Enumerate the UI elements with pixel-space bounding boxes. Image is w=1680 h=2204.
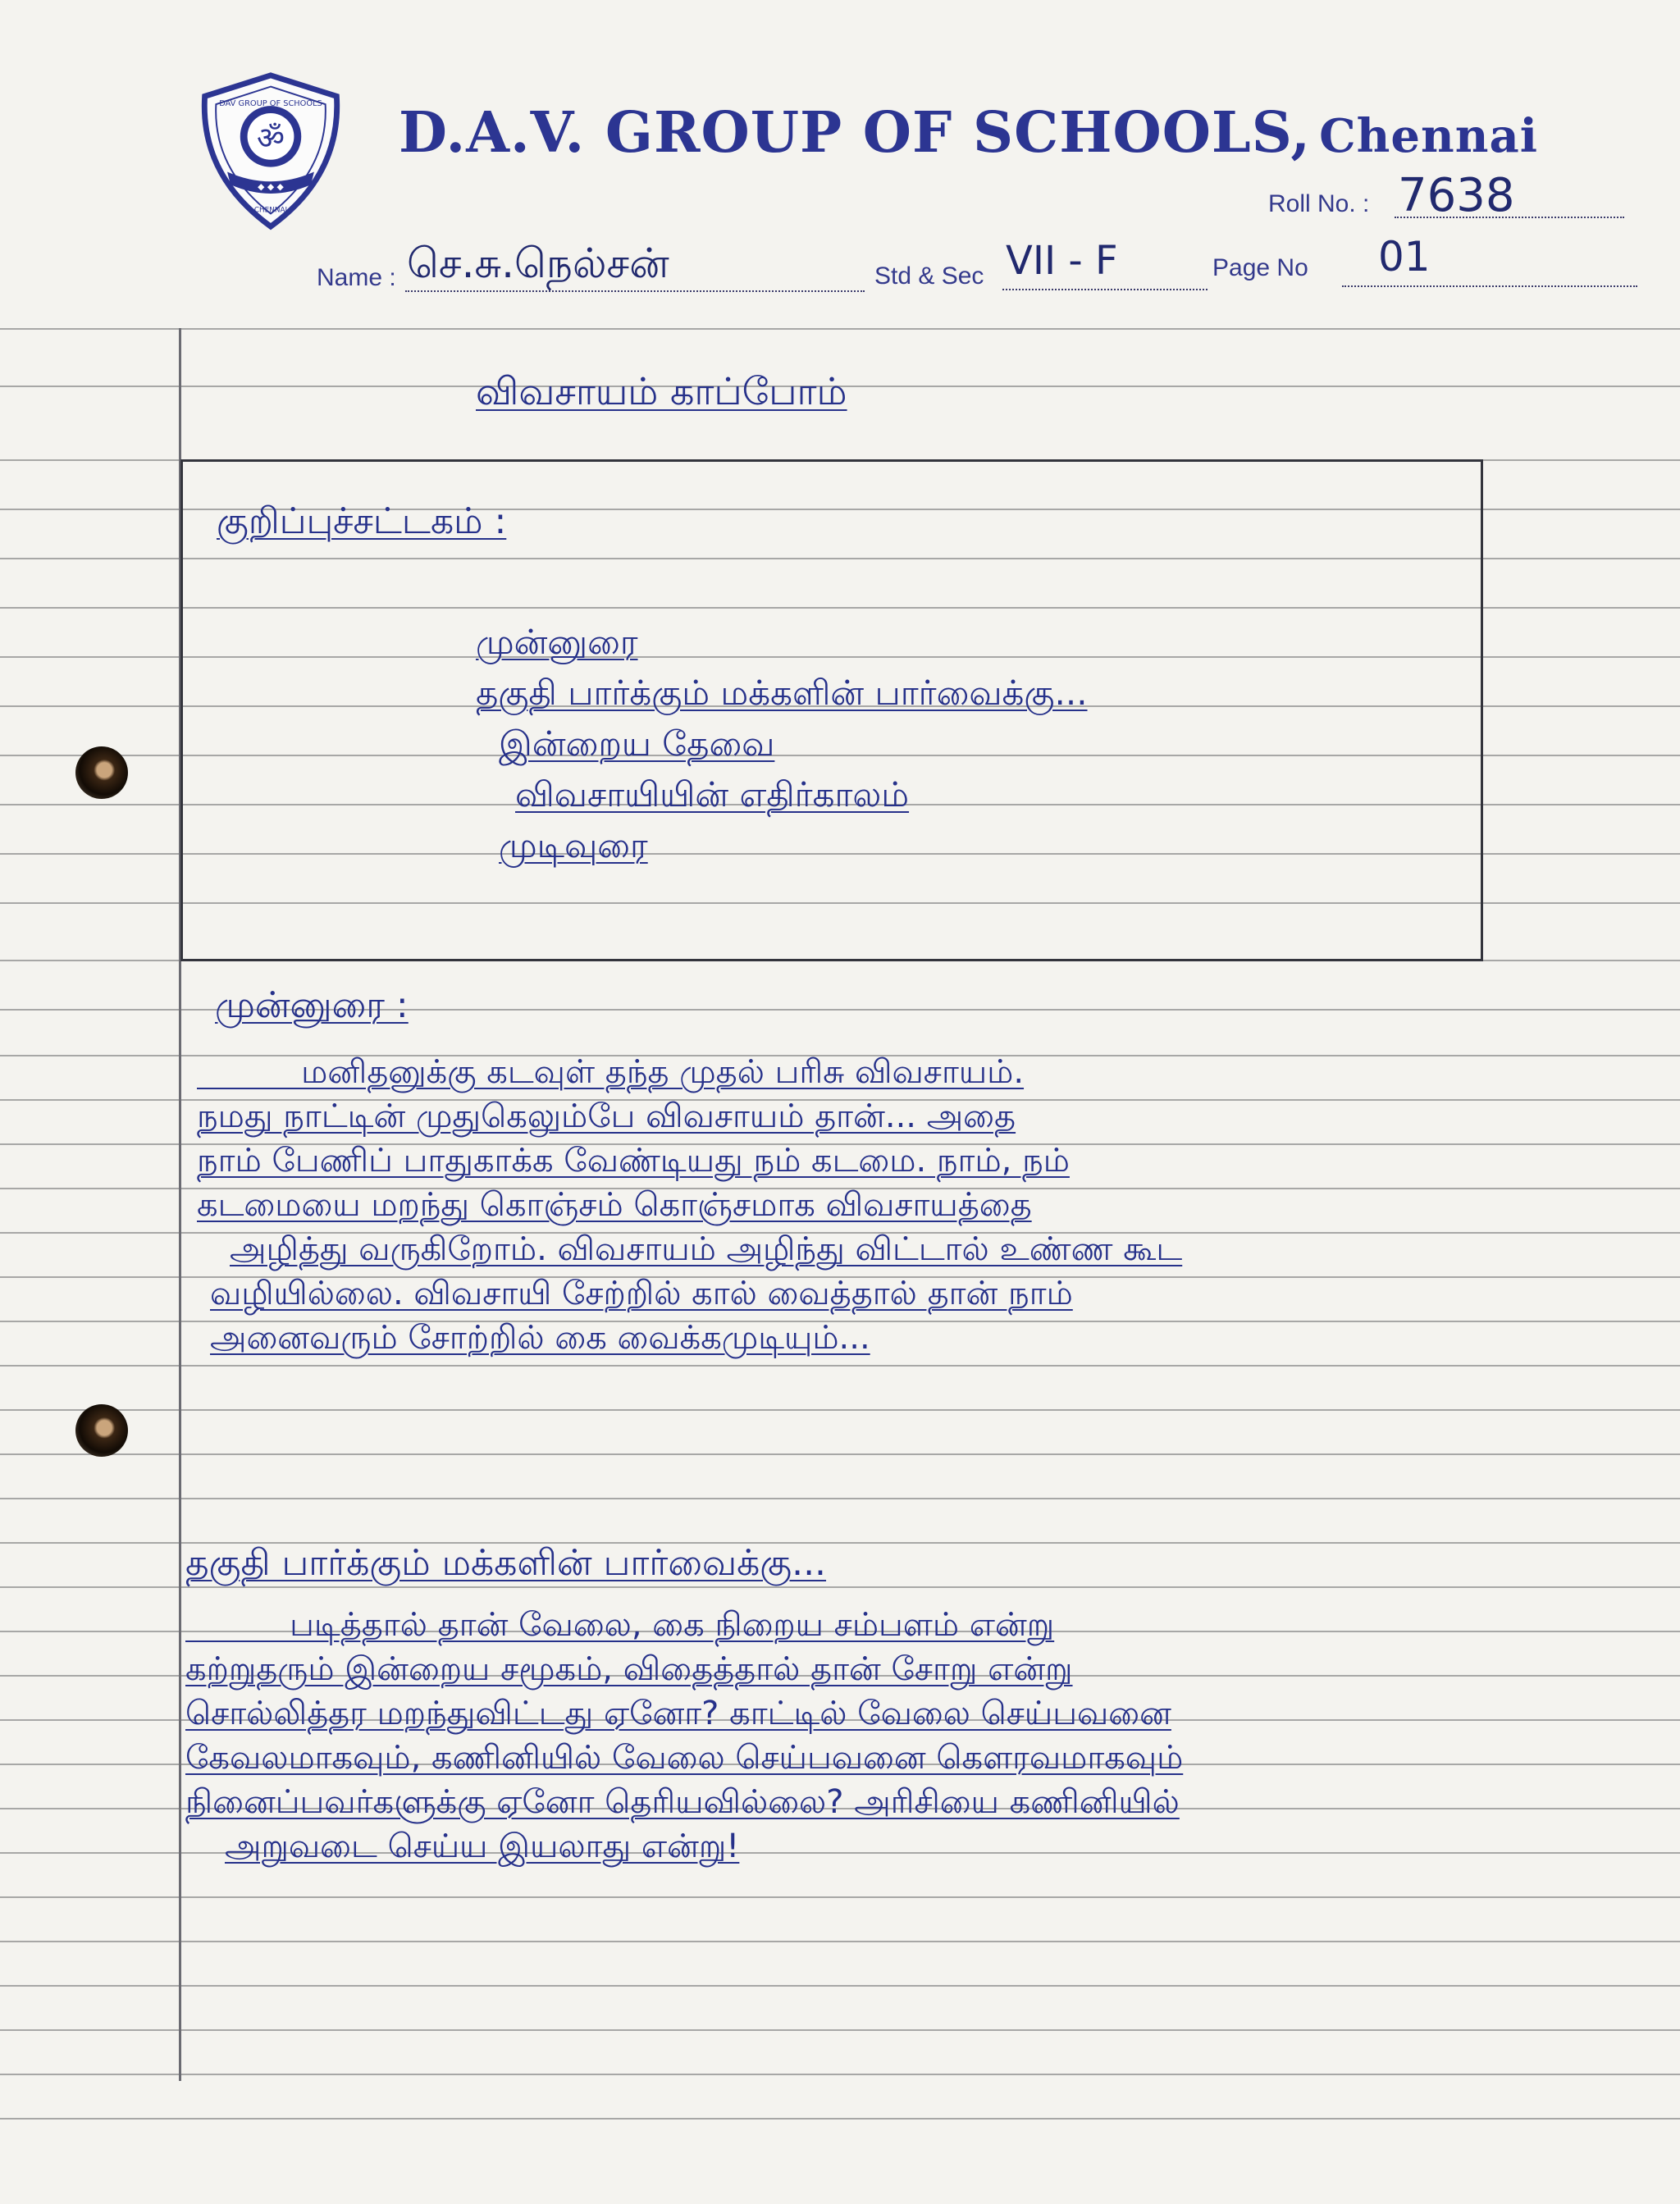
om-symbol-icon: ॐ	[257, 120, 285, 157]
std-sec-value: VII - F	[1006, 238, 1118, 284]
paragraph-line: அறுவடை செய்ய இயலாது என்று!	[225, 1828, 740, 1865]
outline-item: முடிவுரை	[499, 825, 648, 865]
paragraph-line: நாம் பேணிப் பாதுகாக்க வேண்டியது நம் கடமை. நாம், நம்	[197, 1142, 1070, 1180]
page-number-value: 01	[1378, 233, 1431, 281]
outline-heading: குறிப்புச்சட்டகம் :	[217, 500, 507, 542]
introduction-paragraph	[197, 1050, 1182, 1360]
binder-hole-icon	[75, 746, 128, 799]
section-heading-qualification: தகுதி பார்க்கும் மக்களின் பார்வைக்கு...	[185, 1542, 827, 1584]
outline-list	[476, 617, 1088, 871]
school-crest-logo	[190, 71, 351, 231]
name-label: Name :	[317, 264, 396, 291]
svg-text:DAV GROUP OF SCHOOLS: DAV GROUP OF SCHOOLS	[219, 99, 322, 109]
outline-item: தகுதி பார்க்கும் மக்களின் பார்வைக்கு...	[476, 673, 1088, 713]
qualification-paragraph	[185, 1603, 1183, 1869]
essay-title: விவசாயம் காப்போம்	[476, 369, 847, 413]
paragraph-line: வழியில்லை. விவசாயி சேற்றில் கால் வைத்தால் தான் நாம்	[210, 1275, 1073, 1312]
paragraph-line: அனைவரும் சோற்றில் கை வைக்கமுடியும்...	[210, 1319, 870, 1357]
roll-number-value: 7638	[1398, 169, 1515, 222]
roll-number-label: Roll No. :	[1268, 190, 1370, 217]
paragraph-line: நமது நாட்டின் முதுகெலும்பே விவசாயம் தான்... அதை	[197, 1097, 1016, 1135]
page-number-label: Page No	[1212, 254, 1308, 281]
school-name: D.A.V. GROUP OF SCHOOLS, Chennai	[399, 100, 1539, 166]
svg-text:CHENNAI: CHENNAI	[253, 206, 288, 215]
paragraph-line: கடமையை மறந்து கொஞ்சம் கொஞ்சமாக விவசாயத்தை	[197, 1186, 1032, 1224]
binder-hole-icon	[75, 1404, 128, 1457]
section-heading-introduction: முன்னுரை :	[215, 984, 409, 1026]
paragraph-line: நினைப்பவர்களுக்கு ஏனோ தெரியவில்லை? அரிசியை கணினியில்	[185, 1783, 1180, 1821]
student-name-value: செ.சு.நெல்சன்	[407, 240, 669, 287]
std-sec-label: Std & Sec	[874, 262, 984, 290]
paragraph-line: படித்தால் தான் வேலை, கை நிறைய சம்பளம் என்று	[185, 1606, 1055, 1644]
paragraph-line: அழித்து வருகிறோம். விவசாயம் அழிந்து விட்டால் உண்ண கூட	[230, 1230, 1183, 1268]
paragraph-line: கற்றுதரும் இன்றைய சமூகம், விதைத்தால் தான் சோறு என்று	[185, 1650, 1073, 1688]
paragraph-line: கேவலமாகவும், கணினியில் வேலை செய்பவனை கௌரவமாகவும்	[185, 1739, 1184, 1777]
svg-text:◆ ◆ ◆: ◆ ◆ ◆	[258, 181, 284, 193]
paragraph-line: சொல்லித்தர மறந்துவிட்டது ஏனோ? காட்டில் வேலை செய்பவனை	[185, 1695, 1171, 1732]
outline-item: விவசாயியின் எதிர்காலம்	[515, 774, 910, 815]
school-city: Chennai	[1319, 109, 1539, 163]
paragraph-line: மனிதனுக்கு கடவுள் தந்த முதல் பரிசு விவசாயம்.	[197, 1053, 1025, 1091]
outline-item: முன்னுரை	[476, 622, 638, 662]
outline-item: இன்றைய தேவை	[499, 723, 775, 764]
